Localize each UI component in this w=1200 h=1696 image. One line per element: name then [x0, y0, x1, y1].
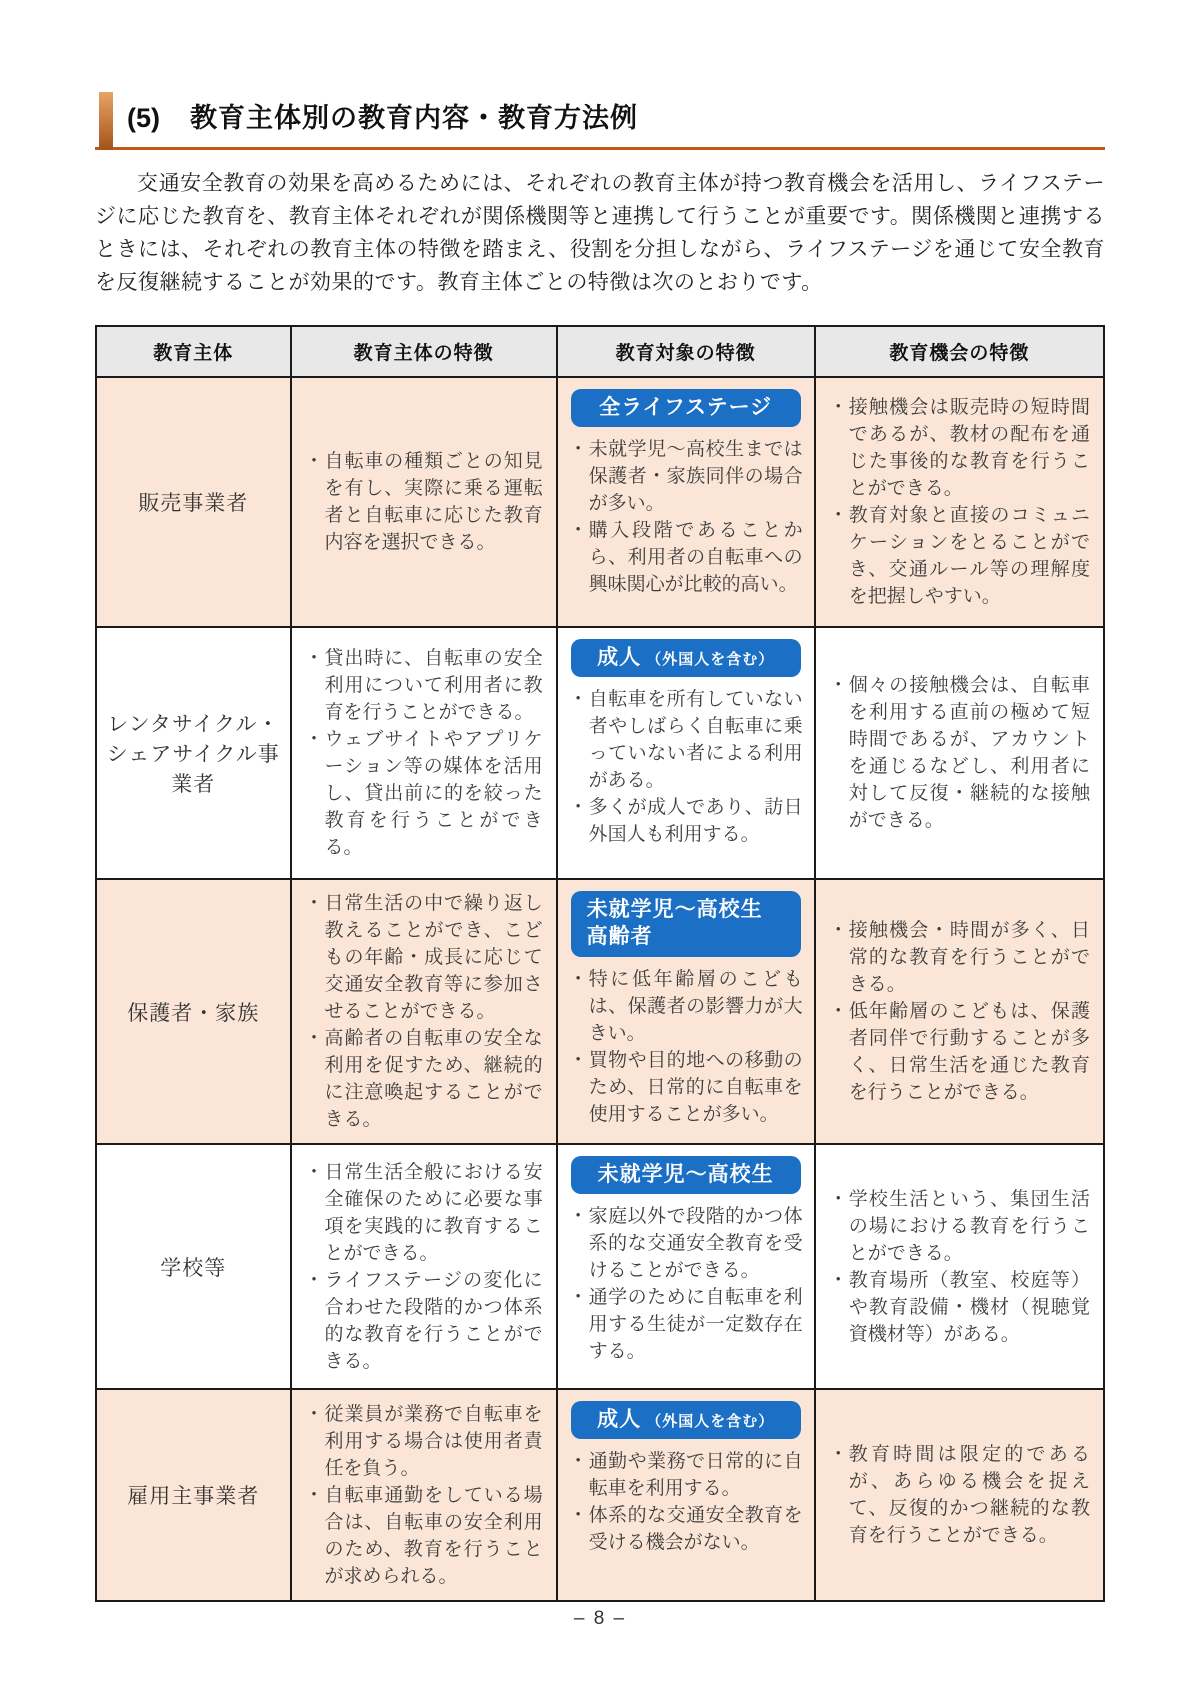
target-features-list: [569, 966, 803, 1128]
page-number: – 8 –: [573, 1608, 627, 1629]
badge-main-text: 成人: [597, 646, 642, 669]
badge-main-text: 未就学児～高校生: [586, 898, 763, 921]
content-area: [95, 0, 1105, 1602]
subject-features-list: [305, 645, 543, 861]
section-number: (5): [127, 103, 160, 133]
education-subjects-table: [95, 325, 1105, 1602]
column-header-target-features: 教育対象の特徴: [557, 326, 815, 377]
opportunity-features-cell: [815, 377, 1104, 627]
bullet-item: ・ 教育時間は限定的であるが、あらゆる機会を捉えて、反復的かつ継続的な教育を行うことができる。: [829, 1441, 1090, 1549]
bullet-item: ・ 接触機会・時間が多く、日常的な教育を行うことができる。: [829, 917, 1090, 998]
bullet-item: ・ 通勤や業務で日常的に自転車を利用する。: [569, 1448, 803, 1502]
subject-features-list: [305, 448, 543, 556]
bullet-item: ・ 接触機会は販売時の短時間であるが、教材の配布を通じた事後的な教育を行うことができる。: [829, 394, 1090, 502]
bullet-item: ・ 家庭以外で段階的かつ体系的な交通安全教育を受けることができる。: [569, 1203, 803, 1284]
bullet-item: ・ 体系的な交通安全教育を受ける機会がない。: [569, 1502, 803, 1556]
column-header-subject-features: 教育主体の特徴: [291, 326, 557, 377]
section-title: 教育主体別の教育内容・教育方法例: [190, 103, 638, 133]
target-features-list: [569, 436, 803, 598]
opportunity-features-list: [829, 1186, 1090, 1348]
table-row: [96, 879, 1104, 1144]
intro-paragraph: 交通安全教育の効果を高めるためには、それぞれの教育主体が持つ教育機会を活用し、ライフステージに応じた教育を、教育主体それぞれが関係機関等と連携して行うことが重要です。関係機関と連携するときには、それぞれの教育主体の特徴を踏まえ、役割を分担しながら、ライフステージを通じて安全教育を反復継続することが効果的です。教育主体ごとの特徴は次のとおりです。: [95, 172, 1105, 294]
bullet-item: ・ ウェブサイトやアプリケーション等の媒体を活用し、貸出前に的を絞った教育を行うことができる。: [305, 726, 543, 861]
opportunity-features-list: [829, 917, 1090, 1106]
education-subject-cell: 雇用主事業者: [96, 1389, 291, 1601]
subject-features-cell: [291, 1389, 557, 1601]
badge-main-text: 全ライフステージ: [599, 396, 773, 419]
column-header-subject: 教育主体: [96, 326, 291, 377]
bullet-item: ・ 未就学児～高校生までは保護者・家族同伴の場合が多い。: [569, 436, 803, 517]
target-features-cell: [557, 1389, 815, 1601]
target-features-cell: [557, 627, 815, 879]
bullet-item: ・ 低年齢層のこどもは、保護者同伴で行動することが多く、日常生活を通じた教育を行うことができる。: [829, 998, 1090, 1106]
bullet-item: ・ 従業員が業務で自転車を利用する場合は使用者責任を負う。: [305, 1401, 543, 1482]
subject-features-list: [305, 1401, 543, 1590]
subject-features-list: [305, 890, 543, 1133]
target-features-cell: [557, 879, 815, 1144]
section-header: [95, 90, 1105, 150]
target-stage-badge: [571, 1156, 801, 1194]
subject-features-cell: [291, 627, 557, 879]
opportunity-features-cell: [815, 1389, 1104, 1601]
subject-features-cell: [291, 377, 557, 627]
bullet-item: ・ 購入段階であることから、利用者の自転車への興味関心が比較的高い。: [569, 517, 803, 598]
badge-sub-text: （外国人を含む）: [641, 1413, 775, 1430]
target-stage-badge: [571, 1401, 801, 1439]
heading-accent-bar: [99, 92, 113, 150]
bullet-item: ・ 高齢者の自転車の安全な利用を促すため、継続的に注意喚起することができる。: [305, 1025, 543, 1133]
heading-line: [127, 96, 1105, 135]
table-body: [96, 377, 1104, 1601]
bullet-item: ・ 自転車通勤をしている場合は、自転車の安全利用のため、教育を行うことが求められる。: [305, 1482, 543, 1590]
bullet-item: ・ 特に低年齢層のこどもは、保護者の影響力が大きい。: [569, 966, 803, 1047]
badge-main-text: 成人: [597, 1408, 642, 1431]
table-header-row: [96, 326, 1104, 377]
bullet-item: ・ 日常生活の中で繰り返し教えることができ、こどもの年齢・成長に応じて交通安全教育等に参加させることができる。: [305, 890, 543, 1025]
target-features-list: [569, 686, 803, 848]
target-stage-badge: [571, 891, 801, 957]
target-features-list: [569, 1203, 803, 1365]
table-row: [96, 1389, 1104, 1601]
subject-features-list: [305, 1159, 543, 1375]
bullet-item: ・ 教育対象と直接のコミュニケーションをとることができ、交通ルール等の理解度を把握しやすい。: [829, 502, 1090, 610]
column-header-opportunity-features: 教育機会の特徴: [815, 326, 1104, 377]
table-row: [96, 377, 1104, 627]
bullet-item: ・ 買物や目的地への移動のため、日常的に自転車を使用することが多い。: [569, 1047, 803, 1128]
bullet-item: ・ 多くが成人であり、訪日外国人も利用する。: [569, 794, 803, 848]
bullet-item: ・ 日常生活全般における安全確保のために必要な事項を実践的に教育することができる。: [305, 1159, 543, 1267]
bullet-item: ・ 自転車を所有していない者やしばらく自転車に乗っていない者による利用がある。: [569, 686, 803, 794]
bullet-item: ・ ライフステージの変化に合わせた段階的かつ体系的な教育を行うことができる。: [305, 1267, 543, 1375]
opportunity-features-list: [829, 1441, 1090, 1549]
badge-main-text: 未就学児～高校生: [597, 1163, 774, 1186]
target-stage-badge: [571, 389, 801, 427]
target-stage-badge: [571, 639, 801, 677]
opportunity-features-list: [829, 394, 1090, 610]
opportunity-features-cell: [815, 1144, 1104, 1389]
badge-second-line-text: 高齢者: [586, 925, 653, 949]
subject-features-cell: [291, 879, 557, 1144]
page-footer: [0, 1608, 1200, 1630]
target-features-list: [569, 1448, 803, 1556]
badge-sub-text: （外国人を含む）: [641, 651, 775, 668]
subject-features-cell: [291, 1144, 557, 1389]
education-subject-cell: 学校等: [96, 1144, 291, 1389]
education-subject-cell: レンタサイクル・シェアサイクル事業者: [96, 627, 291, 879]
bullet-item: ・ 教育場所（教室、校庭等）や教育設備・機材（視聴覚資機材等）がある。: [829, 1267, 1090, 1348]
education-subject-cell: 保護者・家族: [96, 879, 291, 1144]
target-features-cell: [557, 1144, 815, 1389]
bullet-item: ・ 通学のために自転車を利用する生徒が一定数存在する。: [569, 1284, 803, 1365]
education-subject-cell: 販売事業者: [96, 377, 291, 627]
bullet-item: ・ 自転車の種類ごとの知見を有し、実際に乗る運転者と自転車に応じた教育内容を選択できる。: [305, 448, 543, 556]
bullet-item: ・ 貸出時に、自転車の安全利用について利用者に教育を行うことができる。: [305, 645, 543, 726]
table-row: [96, 1144, 1104, 1389]
bullet-item: ・ 学校生活という、集団生活の場における教育を行うことができる。: [829, 1186, 1090, 1267]
opportunity-features-cell: [815, 627, 1104, 879]
bullet-item: ・ 個々の接触機会は、自転車を利用する直前の極めて短時間であるが、アカウントを通じるなどし、利用者に対して反復・継続的な接触ができる。: [829, 672, 1090, 834]
opportunity-features-list: [829, 672, 1090, 834]
opportunity-features-cell: [815, 879, 1104, 1144]
target-features-cell: [557, 377, 815, 627]
table-row: [96, 627, 1104, 879]
